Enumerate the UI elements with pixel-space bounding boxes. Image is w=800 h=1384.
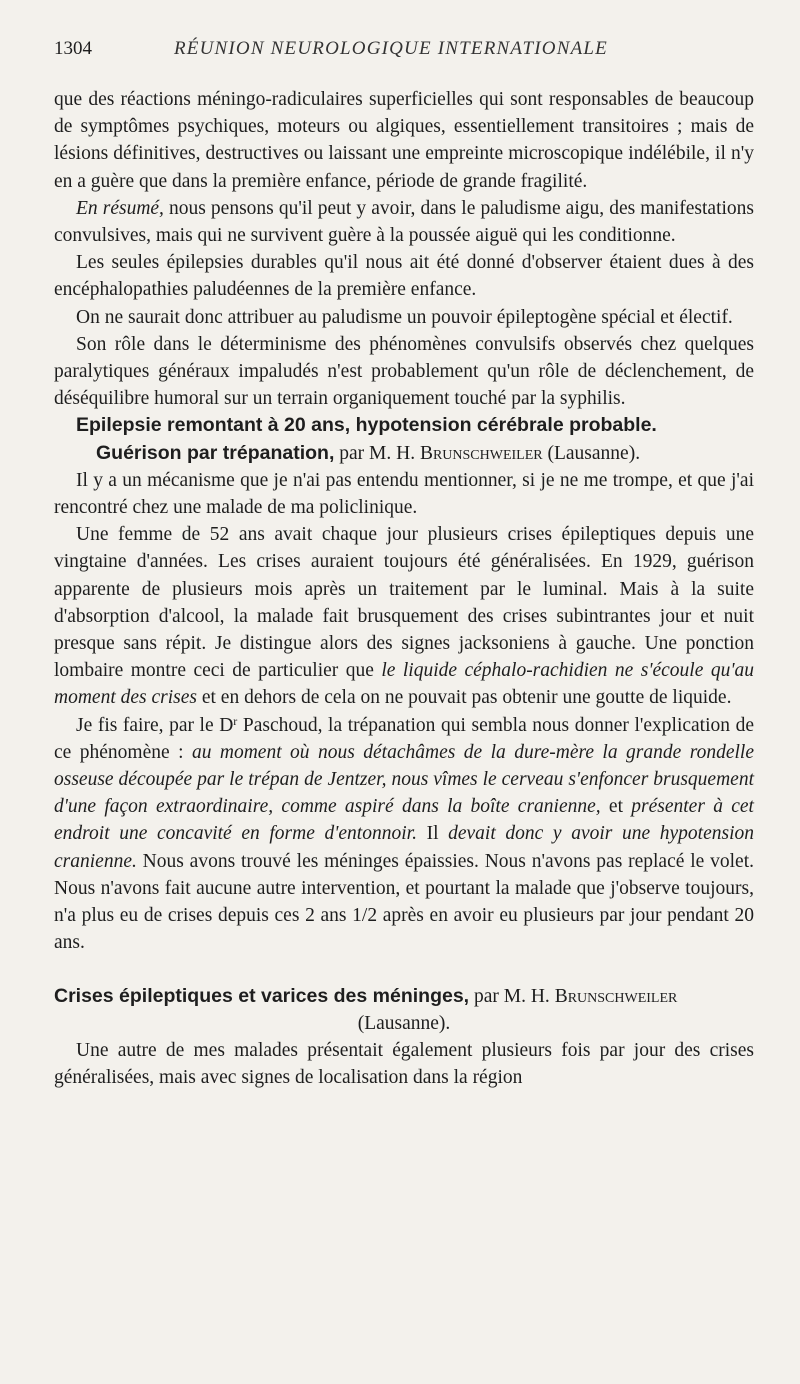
section-1-paragraph-1: Il y a un mécanisme que je n'ai pas entendu mentionner, si je ne me trompe, et que j'ai rencontré chez une malade de ma policlinique. xyxy=(54,469,754,519)
section-1-paragraph-3-b: Paschoud, la trépanation qui sembla nous donner l'explication de ce phénomène : xyxy=(54,714,754,763)
section-1-heading-line-2 xyxy=(54,440,754,467)
section-1-author: Brunschweiler xyxy=(419,442,543,464)
section-1-paragraph-3-a: Je fis faire, par le D xyxy=(76,714,234,736)
running-title: RÉUNION NEUROLOGIQUE INTERNATIONALE xyxy=(174,38,608,59)
section-1-paragraph-2 xyxy=(54,521,754,711)
section-2-author: Brunschweiler xyxy=(554,985,678,1007)
section-1-paragraph-3-emphasis-1: au moment où nous détachâmes de la dure-mère la grande rondelle osseuse découpée par le trépan de Jentzer, nous vîmes le cerveau s'enfoncer brusquement d'une façon extraordinaire, comme aspiré dans la boîte cranienne, xyxy=(54,741,754,818)
intro-emphasis: En résumé, xyxy=(76,197,164,219)
section-1-paragraph-3-c: et xyxy=(600,796,632,818)
page-number: 1304 xyxy=(54,38,92,59)
page-body xyxy=(54,86,754,1091)
section-2-affiliation: (Lausanne). xyxy=(357,1012,451,1034)
section-1-paragraph-3-emphasis-3: devait donc y avoir une hypotension cranienne. xyxy=(54,823,754,872)
section-2-heading xyxy=(54,983,754,1037)
section-1-paragraph-3-d: Il xyxy=(416,823,449,845)
section-1-byline: par M. H. xyxy=(334,442,420,464)
section-1-title-line-1: Epilepsie remontant à 20 ans, hypotension cérébrale probable. xyxy=(76,414,657,437)
section-1-paragraph-2-emphasis: le liquide céphalo-rachidien ne s'écoule qu'au moment des crises xyxy=(54,660,754,709)
section-2-byline: par M. H. xyxy=(469,985,555,1007)
section-2-title: Crises épileptiques et varices des méninges, xyxy=(54,984,470,1007)
page-header xyxy=(54,38,754,64)
section-1-paragraph-2-b: et en dehors de cela on ne pouvait pas obtenir une goutte de liquide. xyxy=(196,687,732,709)
section-1-heading xyxy=(54,412,754,439)
intro-paragraph-5: Son rôle dans le déterminisme des phénomènes convulsifs observés chez quelques paralytiques généraux impaludés n'est probablement qu'un rôle de déclenchement, de déséquilibre humoral sur un terrain organiquement touché par la syphilis. xyxy=(54,333,754,410)
intro-paragraph-1: que des réactions méningo-radiculaires superficielles qui sont responsables de beaucoup de symptômes psychiques, moteurs ou algiques, essentiellement transitoires ; mais de lésions définitives, destructives ou laissant une empreinte microscopique indélébile, il n'y en a guère que dans la première enfance, période de grande fragilité. xyxy=(54,89,754,192)
intro-paragraph-3: Les seules épilepsies durables qu'il nous ait été donné d'observer étaient dues à des encéphalopathies paludéennes de la première enfance. xyxy=(54,252,754,301)
section-1-paragraph-2-a: Une femme de 52 ans avait chaque jour plusieurs crises épileptiques depuis une vingtaine d'années. Les crises auraient toujours été généralisées. En 1929, guérison apparente de plusieurs mois après un traitement par le luminal. Mais à la suite d'absorption d'alcool, la malade fait brusquement des crises subintrantes jour et nuit presque sans répit. Je distingue alors des signes jacksoniens à gauche. Une ponction lombaire montre ceci de particulier que xyxy=(54,524,754,682)
section-1-paragraph-3-e: Nous avons trouvé les méninges épaissies. Nous n'avons pas replacé le volet. Nous n'avons fait aucune autre intervention, et pourtant la malade que j'observe toujours, n'a plus eu de crises depuis ces 2 ans 1/2 après en avoir eu plusieurs par jour pendant 20 ans. xyxy=(54,850,754,954)
section-1-affiliation: (Lausanne). xyxy=(542,442,641,464)
intro-paragraph-2 xyxy=(54,195,754,249)
section-1-paragraph-3 xyxy=(54,712,754,957)
intro-paragraph-2-text: nous pensons qu'il peut y avoir, dans le paludisme aigu, des manifestations convulsives, mais qui ne survivent guère à la poussée aiguë qui les conditionne. xyxy=(54,197,754,247)
intro-paragraph-4: On ne saurait donc attribuer au paludisme un pouvoir épileptogène spécial et électif. xyxy=(76,306,733,328)
section-2-heading-line-1 xyxy=(54,983,754,1010)
section-1-title-line-2: Guérison par trépanation, xyxy=(96,441,335,464)
superscript-r: r xyxy=(233,713,238,728)
section-2-paragraph-1: Une autre de mes malades présentait également plusieurs fois par jour des crises généralisées, mais avec signes de localisation dans la région xyxy=(54,1039,754,1089)
section-1-paragraph-3-emphasis-2: présenter à cet endroit une concavité en forme d'entonnoir. xyxy=(54,796,754,845)
